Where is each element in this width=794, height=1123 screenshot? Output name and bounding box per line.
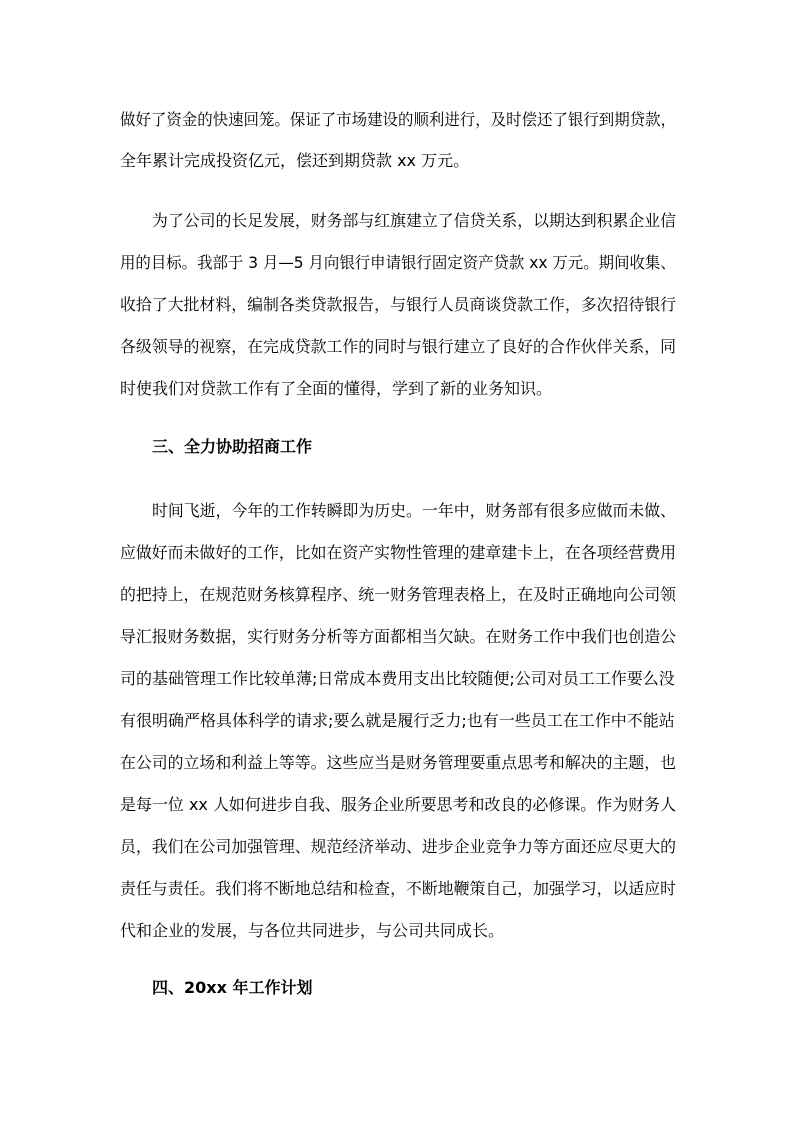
paragraph-3-line-7: 在公司的立场和利益上等等。这些应当是财务管理要重点思考和解决的主题，也 <box>120 753 677 772</box>
paragraph-2-line-5: 时使我们对贷款工作有了全面的懂得，学到了新的业务知识。 <box>120 379 553 398</box>
paragraph-3-line-6: 有很明确严格具体科学的请求;要么就是履行乏力;也有一些员工在工作中不能站 <box>120 711 675 730</box>
paragraph-3-line-8: 是每一位 xx 人如何进步自我、服务企业所要思考和改良的必修课。作为财务人 <box>120 795 677 814</box>
paragraph-1-line-1: 做好了资金的快速回笼。保证了市场建设的顺利进行，及时偿还了银行到期贷款， <box>120 110 677 129</box>
paragraph-3-line-3: 的把持上，在规范财务核算程序、统一财务管理表格上，在及时正确地向公司领 <box>120 585 677 604</box>
paragraph-3-line-2: 应做好而未做好的工作，比如在资产实物性管理的建章建卡上，在各项经营费用 <box>120 543 677 562</box>
paragraph-3-line-11: 代和企业的发展，与各位共同进步，与公司共同成长。 <box>120 921 505 940</box>
paragraph-2-line-2: 用的目标。我部于 3 月—5 月向银行申请银行固定资产贷款 xx 万元。期间收集、 <box>120 253 676 272</box>
paragraph-2-line-3: 收拾了大批材料，编制各类贷款报告，与银行人员商谈贷款工作，多次招待银行 <box>120 295 677 314</box>
section-heading-3: 三、全力协助招商工作 <box>152 437 313 456</box>
paragraph-3-line-9: 员，我们在公司加强管理、规范经济举动、进步企业竞争力等方面还应尽更大的 <box>120 837 677 856</box>
paragraph-3-line-4: 导汇报财务数据，实行财务分析等方面都相当欠缺。在财务工作中我们也创造公 <box>120 627 677 646</box>
paragraph-3-line-1: 时间飞逝，今年的工作转瞬即为历史。一年中，财务部有很多应做而未做、 <box>152 501 677 520</box>
paragraph-1-line-2: 全年累计完成投资亿元，偿还到期贷款 xx 万元。 <box>120 151 470 170</box>
paragraph-3-line-10: 责任与责任。我们将不断地总结和检查，不断地鞭策自己，加强学习，以适应时 <box>120 879 677 898</box>
paragraph-2-line-4: 各级领导的视察，在完成贷款工作的同时与银行建立了良好的合作伙伴关系，同 <box>120 337 677 356</box>
paragraph-2-line-1: 为了公司的长足发展，财务部与红旗建立了信贷关系，以期达到积累企业信 <box>152 211 677 230</box>
section-heading-4: 四、20xx 年工作计划 <box>152 978 313 997</box>
paragraph-3-line-5: 司的基础管理工作比较单薄;日常成本费用支出比较随便;公司对员工工作要么没 <box>120 669 675 688</box>
